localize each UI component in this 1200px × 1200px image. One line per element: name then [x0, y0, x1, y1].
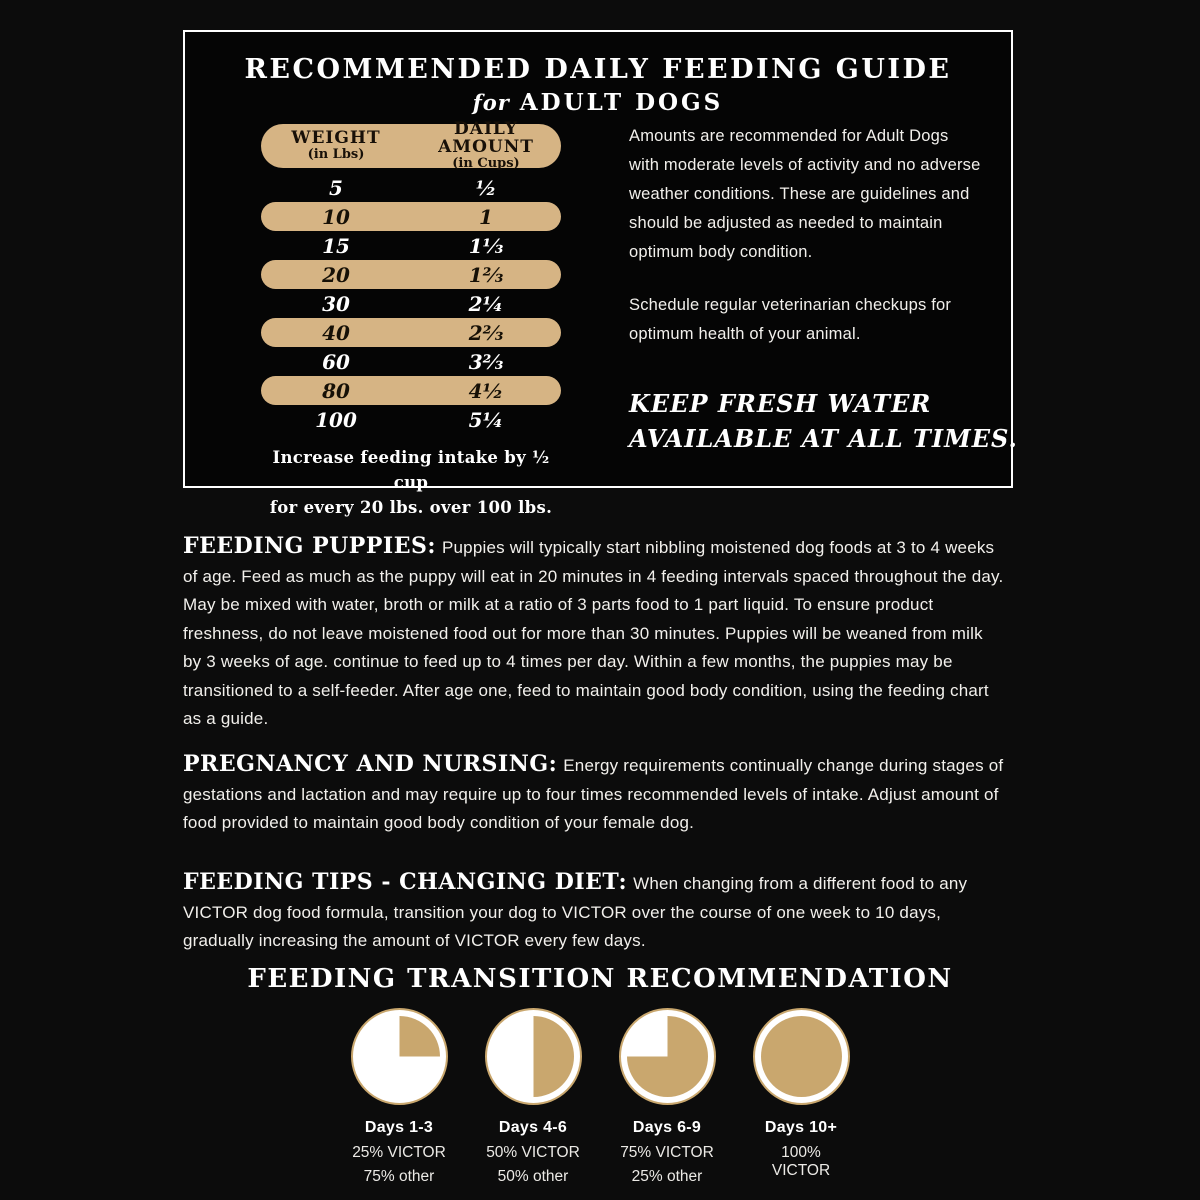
- pie-chart-icon: [753, 1008, 850, 1105]
- table-row: 20 1⅔: [261, 260, 561, 289]
- transition-step-1: [351, 1008, 448, 1186]
- table-row: 100 5¼: [315, 407, 504, 432]
- transition-pie-row: [0, 1008, 1200, 1186]
- transition-step-3: [619, 1008, 716, 1186]
- section-body: Puppies will typically start nibbling moistened dog foods at 3 to 4 weeks of age. Feed as much as the puppy will eat in 20 minutes in 4 feeding intervals spaced throughout the day. May be mixed with water, broth or milk at a ratio of 3 parts food to 1 part liquid. To ensure product freshness, do not leave moistened food out for more than 30 minutes. Puppies will be weaned from milk by 3 weeks of age. continue to feed up to 4 times per day. Within a few months, the puppies may be transitioned to a self-feeder. After age one, feed to maintain good body condition, using the feeding chart as a guide.: [183, 538, 1004, 728]
- step-other-pct: 50% other: [497, 1168, 569, 1185]
- guide-title: RECOMMENDED DAILY FEEDING GUIDE: [244, 54, 952, 85]
- table-footnote: Increase feeding intake by ½ cup for every 20 lbs. over 100 lbs.: [269, 448, 553, 517]
- guide-subtitle-for: for: [472, 90, 510, 115]
- table-row: 30 2¼: [322, 291, 504, 316]
- section-heading: FEEDING TIPS - CHANGING DIET:: [183, 869, 628, 895]
- daily-feeding-guide-panel: [183, 30, 1018, 517]
- section-feeding-tips: [183, 868, 1005, 956]
- step-days-label: Days 6-9: [632, 1119, 702, 1136]
- table-row: 60 3⅔: [322, 349, 504, 374]
- step-days-label: Days 10+: [764, 1119, 838, 1136]
- step-days-label: Days 4-6: [498, 1119, 568, 1136]
- table-row: 80 4½: [261, 376, 561, 405]
- transition-title: FEEDING TRANSITION RECOMMENDATION: [247, 964, 953, 994]
- section-heading: FEEDING PUPPIES:: [183, 533, 436, 559]
- amount-column-header: DAILY AMOUNT (in Cups): [438, 119, 534, 172]
- section-body: When changing from a different food to any VICTOR dog food formula, transition your dog to VICTOR over the course of one week to 10 days, gradually increasing the amount of VICTOR every few days.: [183, 874, 968, 950]
- feeding-table-header: [261, 119, 561, 172]
- step-other-pct: 25% other: [631, 1168, 703, 1185]
- guide-subtitle: [185, 89, 1011, 116]
- section-body: Energy requirements continually change during stages of gestations and lactation and may require up to four times recommended levels of intake. Adjust amount of food provided to maintain good body condition of your female dog.: [183, 756, 1004, 832]
- pie-chart-icon: [485, 1008, 582, 1105]
- transition-step-2: [485, 1008, 582, 1186]
- step-days-label: Days 1-3: [364, 1119, 434, 1136]
- fresh-water-callout: KEEP FRESH WATER AVAILABLE AT ALL TIMES.: [629, 389, 1018, 453]
- step-victor-pct: 75% VICTOR: [620, 1144, 714, 1161]
- feeding-table-rows: [261, 173, 561, 434]
- guide-paragraph-activity: Amounts are recommended for Adult Dogs with moderate levels of activity and no adverse weather conditions. These are guidelines and should be adjusted as needed to maintain optimum body condition.: [629, 127, 981, 261]
- guide-subtitle-dogs: ADULT DOGS: [519, 89, 724, 116]
- weight-column-header: WEIGHT (in Lbs): [291, 128, 381, 163]
- section-heading: PREGNANCY AND NURSING:: [183, 751, 558, 777]
- pie-chart-icon: [619, 1008, 716, 1105]
- guide-notes-column: [629, 122, 1018, 457]
- section-pregnancy-nursing: [183, 750, 1005, 838]
- step-victor-pct: 25% VICTOR: [352, 1144, 446, 1161]
- table-row: 5 ½: [329, 175, 497, 200]
- feeding-table: [261, 119, 561, 520]
- step-victor-pct: 100% VICTOR: [771, 1144, 831, 1179]
- section-feeding-puppies: [183, 532, 1005, 734]
- table-row: 15 1⅓: [322, 233, 504, 258]
- guide-paragraph-vet: Schedule regular veterinarian checkups for optimum health of your animal.: [629, 296, 952, 343]
- table-row: 40 2⅔: [261, 318, 561, 347]
- pie-chart-icon: [351, 1008, 448, 1105]
- step-other-pct: 75% other: [363, 1168, 435, 1185]
- step-victor-pct: 50% VICTOR: [486, 1144, 580, 1161]
- transition-step-4: [753, 1008, 850, 1186]
- table-row: 10 1: [261, 202, 561, 231]
